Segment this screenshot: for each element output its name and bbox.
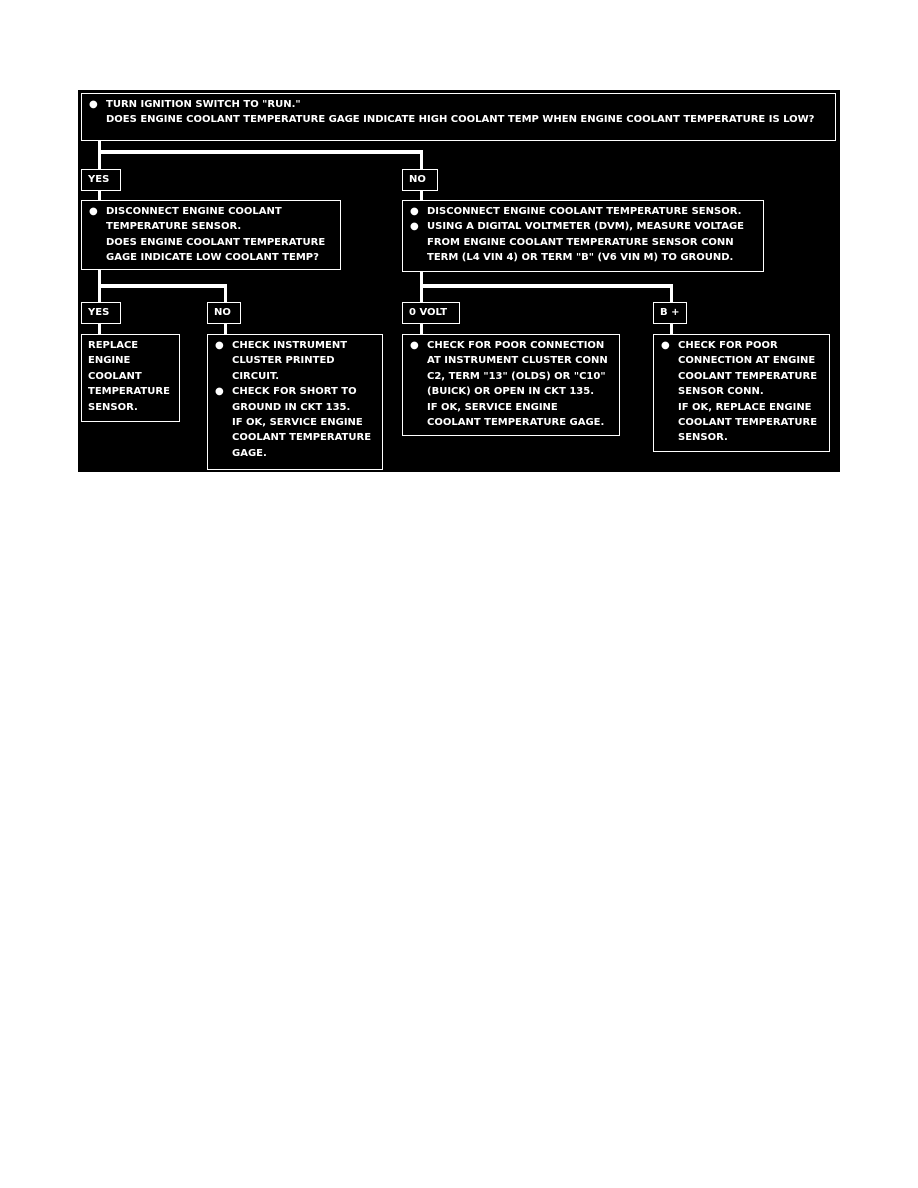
box-disconnect-sensor [81, 200, 341, 270]
bullet-icon: ● [410, 206, 419, 217]
label-yes-2: YES [81, 302, 121, 324]
step-line: COOLANT TEMPERATURE [232, 432, 372, 444]
question-line: DOES ENGINE COOLANT TEMPERATURE [106, 236, 326, 248]
box-replace-sensor [81, 334, 180, 422]
step-line: ● USING A DIGITAL VOLTMETER (DVM), MEASURE VOLTAGE [427, 219, 757, 234]
step-line: C2, TERM "13" (OLDS) OR "C10" [427, 370, 606, 382]
connector [98, 140, 101, 170]
step-line: GAGE. [232, 447, 267, 459]
step-line: ● CHECK FOR POOR [678, 338, 823, 353]
step-line: (BUICK) OR OPEN IN CKT 135. [427, 386, 595, 398]
label-no: NO [402, 169, 438, 191]
step-line: IF OK, SERVICE ENGINE [232, 417, 363, 429]
bullet-icon: ● [410, 221, 419, 233]
step-line: ● DISCONNECT ENGINE COOLANT TEMPERATURE SENSOR. [427, 204, 757, 219]
bullet-icon: ● [89, 99, 98, 110]
label-b-plus: B + [653, 302, 687, 324]
step-line: ● TURN IGNITION SWITCH TO "RUN." [106, 97, 829, 112]
connector [98, 284, 227, 288]
step-line: TERM (L4 VIN 4) OR TERM "B" (V6 VIN M) TO GROUND. [427, 252, 734, 264]
question-line: DOES ENGINE COOLANT TEMPERATURE GAGE INDICATE HIGH COOLANT TEMP WHEN ENGINE COOLANT TEMPERATURE IS LOW? [106, 114, 815, 126]
box-check-sensor-connection [653, 334, 830, 452]
question-box-ignition [81, 93, 836, 141]
step-line: IF OK, SERVICE ENGINE [427, 401, 558, 413]
step-line: ● CHECK FOR SHORT TO [232, 384, 376, 399]
bullet-icon: ● [89, 206, 98, 217]
connector [420, 150, 423, 170]
step-line: FROM ENGINE COOLANT TEMPERATURE SENSOR CONN [427, 236, 734, 248]
step-line: COOLANT TEMPERATURE [678, 370, 818, 382]
question-line: GAGE INDICATE LOW COOLANT TEMP? [106, 252, 319, 264]
connector [98, 150, 423, 154]
box-measure-voltage [402, 200, 764, 272]
bullet-icon: ● [215, 386, 224, 398]
box-check-cluster-connection [402, 334, 620, 436]
label-no-2: NO [207, 302, 241, 324]
label-zero-volt: 0 VOLT [402, 302, 460, 324]
step-line: AT INSTRUMENT CLUSTER CONN [427, 355, 608, 367]
flowchart [78, 90, 840, 472]
step-line: CLUSTER PRINTED [232, 355, 335, 367]
step-line: SENSOR. [678, 432, 728, 444]
step-line: SENSOR CONN. [678, 386, 764, 398]
step-line: CONNECTION AT ENGINE [678, 355, 816, 367]
bullet-icon: ● [410, 340, 419, 351]
step-line: ● CHECK FOR POOR CONNECTION [427, 338, 613, 353]
step-line: REPLACE [88, 340, 139, 351]
step-line: IF OK, REPLACE ENGINE [678, 401, 812, 413]
bullet-icon: ● [661, 340, 670, 351]
step-line: SENSOR. [88, 401, 138, 413]
step-line: COOLANT TEMPERATURE GAGE. [427, 417, 605, 429]
connector [224, 284, 227, 303]
step-line: ● CHECK INSTRUMENT [232, 338, 376, 353]
step-line: CIRCUIT. [232, 370, 280, 382]
label-yes: YES [81, 169, 121, 191]
step-line: TEMPERATURE SENSOR. [106, 221, 242, 233]
step-line: ● DISCONNECT ENGINE COOLANT [106, 204, 334, 219]
box-check-cluster-circuit [207, 334, 383, 470]
step-line: COOLANT TEMPERATURE [678, 417, 818, 429]
step-line: TEMPERATURE [88, 386, 170, 398]
step-line: ENGINE [88, 355, 131, 367]
connector [670, 284, 673, 303]
connector [420, 284, 673, 288]
step-line: COOLANT [88, 370, 142, 382]
bullet-icon: ● [215, 340, 224, 351]
step-line: GROUND IN CKT 135. [232, 401, 351, 413]
